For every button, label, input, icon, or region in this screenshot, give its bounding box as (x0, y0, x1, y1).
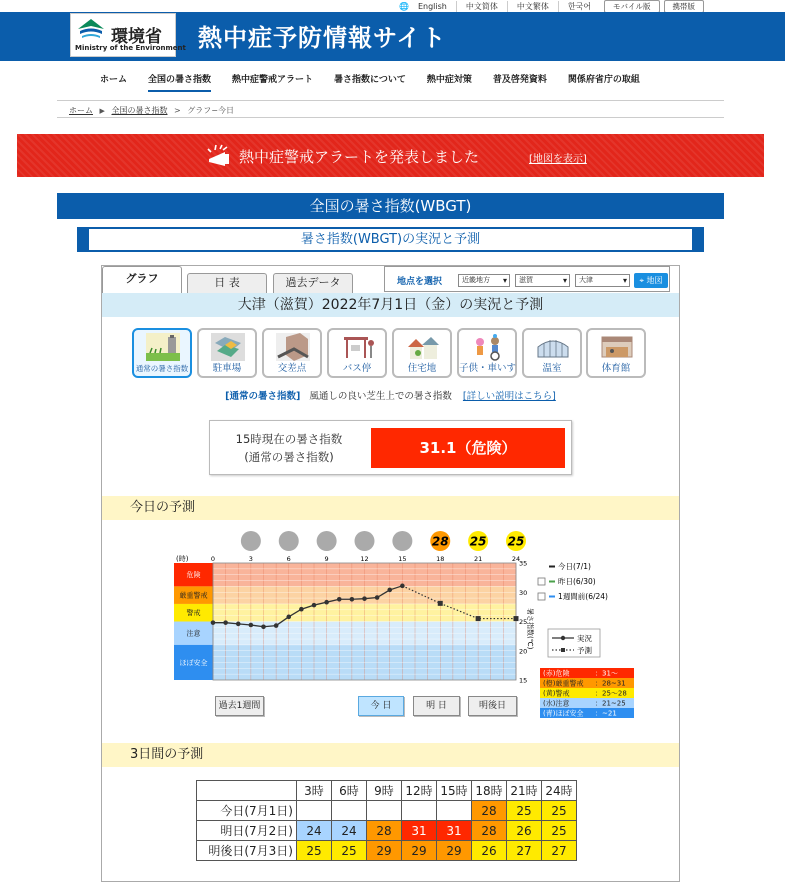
table-corner (197, 781, 297, 801)
legend-level-range: ：31～ (595, 669, 618, 678)
heat-alert-banner (17, 134, 764, 177)
section-title: 全国の暑さ指数(WBGT) (57, 193, 724, 219)
panel-title: 大津（滋賀）2022年7月1日（金）の実況と予測 (102, 293, 679, 317)
observed-point (350, 597, 355, 602)
table-row (197, 821, 577, 841)
table-header-row (197, 781, 577, 801)
level-label: ほぼ安全 (179, 658, 208, 667)
observed-point (286, 615, 291, 620)
forecast-badge-value: 25 (507, 534, 525, 549)
category-label: 通常の暑さ指数 (135, 364, 189, 373)
observed-point (249, 623, 254, 628)
current-index-label (210, 430, 368, 466)
category-child-wheelchair[interactable] (457, 328, 517, 378)
breadcrumb-national[interactable]: 全国の暑さ指数 (111, 106, 168, 115)
table-cell (332, 801, 367, 821)
table-header-cell: 9時 (367, 781, 402, 801)
legend-checkbox (538, 578, 545, 585)
category-description (102, 388, 679, 402)
legend-day-label: 昨日(6/30) (558, 577, 596, 586)
breadcrumb-sep: ▶ (99, 107, 105, 115)
greenhouse-icon (536, 333, 570, 361)
nav-measures[interactable]: 熱中症対策 (426, 75, 472, 85)
english-link[interactable]: English (417, 1, 447, 11)
table-row (197, 801, 577, 821)
table-cell: 31 (402, 821, 437, 841)
table-row (197, 841, 577, 861)
category-residential[interactable] (392, 328, 452, 378)
forecast-badge (279, 531, 299, 551)
category-label: 駐車場 (212, 363, 242, 374)
forecast-point (476, 616, 481, 621)
forecast-badge (241, 531, 261, 551)
three-day-table (196, 780, 577, 861)
bus-stop-icon (341, 333, 375, 361)
legend-level-name: (橙)厳重警戒 (543, 679, 584, 688)
table-header-cell: 3時 (297, 781, 332, 801)
table-cell (297, 801, 332, 821)
legend-day-label: 今日(7/1) (558, 562, 591, 571)
breadcrumb-current: グラフ−今日 (187, 106, 234, 115)
level-label: 注意 (186, 629, 201, 638)
table-cell: 25 (332, 841, 367, 861)
legend-level-name: (青)ほぼ安全 (543, 709, 584, 718)
y-axis-label: 暑さ指数(℃) (526, 608, 534, 650)
legend-observed-label: 実況 (577, 634, 592, 643)
forecast-point (514, 616, 519, 621)
nav-about-index[interactable]: 暑さ指数について (334, 75, 406, 85)
alert-text: 熱中症警戒アラートを発表しました (239, 148, 480, 166)
table-cell: 28 (472, 801, 507, 821)
ministry-name-en: Ministry of the Environment (75, 44, 186, 52)
legend-level-range: ：28~31 (595, 679, 626, 688)
table-header-cell: 12時 (402, 781, 437, 801)
table-cell: 28 (472, 821, 507, 841)
category-greenhouse[interactable] (522, 328, 582, 378)
table-cell: 26 (472, 841, 507, 861)
y-tick-label: 30 (519, 588, 528, 597)
category-gymnasium[interactable] (586, 328, 646, 378)
legend-observed-point (561, 636, 565, 640)
legend-level-name: (水)注意 (543, 699, 570, 708)
category-intersection[interactable] (262, 328, 322, 378)
category-label: 子供・車いす (459, 363, 517, 374)
site-title[interactable]: 熱中症予防情報サイト (198, 24, 447, 52)
table-cell: 25 (542, 801, 577, 821)
observed-point (324, 600, 329, 605)
row-label: 明後日(7月3日) (197, 841, 297, 861)
table-cell: 26 (507, 821, 542, 841)
parking-icon (211, 333, 245, 361)
table-cell: 29 (437, 841, 472, 861)
table-cell: 25 (542, 821, 577, 841)
level-label: 危険 (186, 571, 201, 580)
observed-point (387, 588, 392, 593)
forecast-badge (317, 531, 337, 551)
level-label: 厳重警戒 (179, 591, 208, 600)
gymnasium-icon (600, 333, 634, 361)
x-tick-label: 9 (324, 555, 329, 563)
x-tick-label: 18 (436, 555, 445, 563)
nav-ministries[interactable]: 関係府省庁の取組 (567, 75, 640, 85)
intersection-icon (276, 333, 310, 361)
x-tick-label: 0 (210, 555, 216, 563)
forecast-point (438, 601, 443, 606)
table-cell: 24 (332, 821, 367, 841)
table-cell: 25 (507, 801, 542, 821)
series-legend-box (548, 629, 600, 657)
residential-icon (406, 333, 440, 361)
y-tick-label: 25 (519, 618, 528, 626)
row-label: 今日(7月1日) (197, 801, 297, 821)
table-cell: 31 (437, 821, 472, 841)
level-label: 警戒 (186, 609, 201, 618)
observed-point (299, 607, 304, 612)
table-cell: 27 (542, 841, 577, 861)
row-label: 明日(7月2日) (197, 821, 297, 841)
legend-level-name: (赤)危険 (543, 669, 570, 678)
x-tick-label: 24 (511, 555, 521, 563)
observed-point (337, 597, 342, 602)
table-cell (437, 801, 472, 821)
category-label: 住宅地 (407, 363, 437, 374)
category-parking[interactable] (197, 328, 257, 378)
legend-level-range: ：25～28 (595, 689, 627, 698)
utility-bar (390, 0, 704, 12)
nav-home[interactable]: ホーム (100, 75, 128, 85)
table-cell: 25 (297, 841, 332, 861)
tomorrow-button[interactable]: 明 日 (413, 696, 460, 716)
map-button[interactable] (634, 273, 668, 288)
forecast-badge-value: 25 (469, 534, 487, 549)
legend-level-name: (黄)警戒 (543, 689, 570, 698)
category-label: 温室 (542, 363, 562, 374)
y-tick-label: 20 (519, 647, 528, 656)
zh-simplified-link[interactable]: 中文简体 (456, 1, 507, 12)
today-forecast-heading: 今日の予測 (102, 496, 679, 520)
category-label: 体育館 (601, 363, 631, 374)
child-wheelchair-icon (471, 333, 505, 361)
observed-point (223, 620, 228, 625)
ministry-name-jp: 環境省 (111, 27, 162, 47)
current-label-line2: (通常の暑さ指数) (244, 450, 334, 464)
table-cell (367, 801, 402, 821)
zh-traditional-link[interactable]: 中文繁体 (507, 1, 558, 12)
map-button-label: 地図 (646, 276, 663, 285)
region-select[interactable]: 近畿地方 ▾ (458, 274, 510, 287)
korean-link[interactable]: 한국어 (558, 1, 600, 12)
description-key: [通常の暑さ指数] (225, 391, 301, 402)
table-cell: 24 (297, 821, 332, 841)
observed-point (211, 620, 216, 625)
current-label-line1: 15時現在の暑さ指数 (235, 432, 343, 446)
category-bus-stop[interactable] (327, 328, 387, 378)
nav-national-index[interactable]: 全国の暑さ指数 (148, 72, 211, 92)
mobile-link[interactable]: モバイル版 (604, 0, 660, 13)
x-tick-label: 15 (398, 555, 407, 563)
hour-unit-label: (時) (176, 555, 189, 563)
x-tick-label: 21 (473, 555, 483, 563)
station-select[interactable]: 大津 ▾ (575, 274, 630, 287)
table-header-cell: 24時 (542, 781, 577, 801)
ministry-logo[interactable] (70, 13, 186, 57)
forecast-badge (355, 531, 375, 551)
wbgt-chart (170, 525, 650, 725)
table-cell: 29 (402, 841, 437, 861)
x-tick-label: 3 (248, 555, 253, 563)
x-tick-label: 12 (360, 555, 369, 563)
legend-forecast-label: 予測 (577, 646, 592, 655)
description-text: 風通しの良い芝生上での暑さ指数 (309, 391, 452, 402)
table-header-cell: 15時 (437, 781, 472, 801)
table-cell: 27 (507, 841, 542, 861)
legend-level-range: ：~21 (595, 709, 617, 718)
table-header-cell: 6時 (332, 781, 367, 801)
breadcrumb (57, 100, 724, 118)
forecast-badge-value: 28 (431, 534, 449, 549)
nav-materials[interactable]: 普及啓発資料 (492, 75, 547, 85)
table-header-cell: 21時 (507, 781, 542, 801)
category-label: バス停 (342, 363, 372, 374)
observed-point (261, 624, 266, 629)
global-nav (100, 72, 661, 92)
prefecture-select[interactable]: 滋賀 ▾ (515, 274, 570, 287)
lawn-icon (146, 333, 180, 361)
location-label: 地点を選択 (397, 277, 443, 287)
breadcrumb-home[interactable]: ホーム (69, 106, 93, 115)
observed-point (312, 603, 317, 608)
observed-point (236, 622, 241, 627)
observed-point (362, 596, 367, 601)
alert-map-link[interactable]: [地図を表示] (529, 154, 587, 165)
day-after-button[interactable]: 明後日 (468, 696, 517, 716)
legend-level-range: ：21~25 (595, 699, 626, 708)
table-cell: 29 (367, 841, 402, 861)
tab-daily[interactable]: 日 表 (187, 273, 267, 293)
three-day-forecast-heading: 3日間の予測 (102, 743, 679, 767)
ministry-mark-icon (76, 18, 106, 40)
x-tick-label: 6 (286, 555, 291, 563)
siren-icon (206, 144, 232, 168)
tab-past-data[interactable]: 過去データ (273, 273, 353, 293)
tab-graph[interactable]: グラフ (102, 266, 182, 294)
observed-point (375, 595, 380, 600)
y-tick-label: 35 (519, 559, 528, 568)
legend-day-label: 1週間前(6/24) (558, 592, 608, 601)
today-button[interactable]: 今 日 (358, 696, 404, 716)
observed-point (274, 623, 279, 628)
table-header-cell: 18時 (472, 781, 507, 801)
y-tick-label: 15 (519, 676, 528, 685)
table-cell (402, 801, 437, 821)
keitai-link[interactable]: 携帯版 (664, 0, 705, 13)
current-index-value: 31.1（危険） (371, 428, 565, 468)
breadcrumb-sep: > (174, 106, 181, 115)
category-label: 交差点 (277, 363, 307, 374)
forecast-badge (392, 531, 412, 551)
legend-forecast-point (561, 648, 565, 652)
globe-icon: 🌐 (399, 1, 409, 11)
section-subtitle: 暑さ指数(WBGT)の実況と予測 (77, 227, 704, 252)
nav-alert[interactable]: 熱中症警戒アラート (232, 75, 314, 85)
map-pin-icon: ⌖ (639, 276, 644, 285)
past-week-button[interactable]: 過去1週間 (215, 696, 264, 716)
table-cell: 28 (367, 821, 402, 841)
location-selector (384, 266, 670, 292)
legend-checkbox (538, 593, 545, 600)
details-link[interactable]: [詳しい説明はこちら] (462, 391, 556, 402)
current-index-box (209, 420, 572, 475)
category-normal[interactable] (132, 328, 192, 378)
